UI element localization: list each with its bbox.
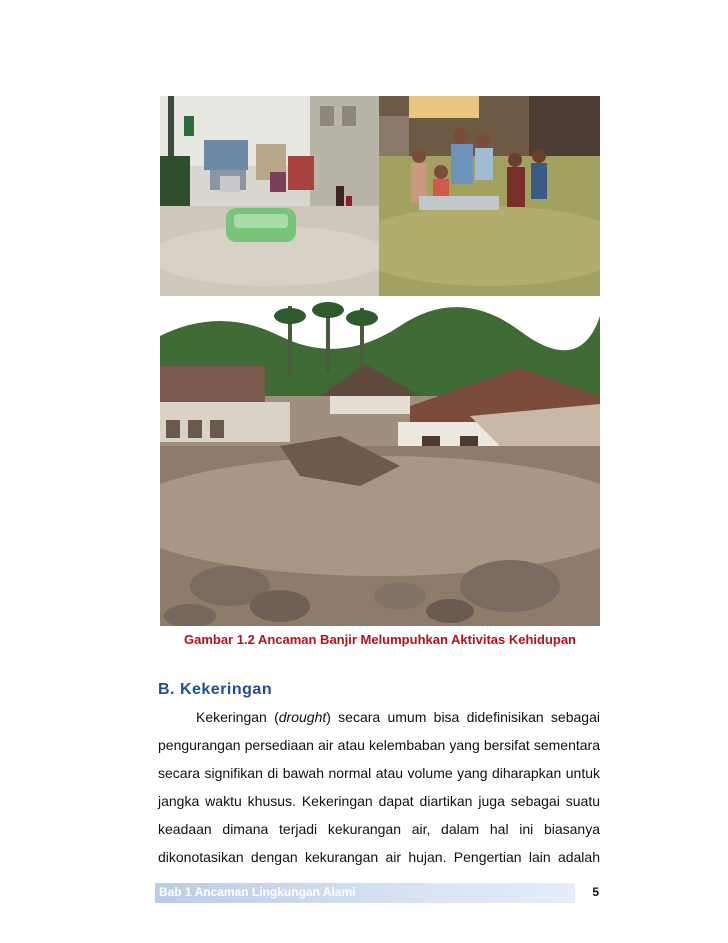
photo-flood-debris-houses [160, 296, 600, 626]
figure-caption: Gambar 1.2 Ancaman Banjir Melumpuhkan Aktivitas Kehidupan [183, 632, 577, 647]
page-footer [155, 883, 603, 903]
section-heading: B. Kekeringan [158, 681, 273, 698]
page-number: 5 [592, 885, 599, 899]
section-paragraph [158, 703, 600, 871]
photo-people-wading-flood [379, 96, 600, 296]
photo-flooded-street [160, 96, 379, 296]
paragraph-lead: Kekeringan ( [196, 709, 279, 725]
footer-chapter-title: Bab 1 Ancaman Lingkungan Alami [159, 885, 356, 899]
paragraph-term: drought [278, 709, 327, 725]
paragraph-rest: ) secara umum bisa didefinisikan sebagai pengurangan persediaan air atau kelembaban yang bersifat sementara secara signifikan di bawah normal atau volume yang diharapkan untuk jangka waktu khusus. Kekeringan dapat diartikan juga sebagai suatu keadaan dimana terjadi kekurangan air, dalam hal ini biasanya dikonotasikan dengan kekurangan air hujan. Pengertian lain adalah [158, 709, 600, 865]
